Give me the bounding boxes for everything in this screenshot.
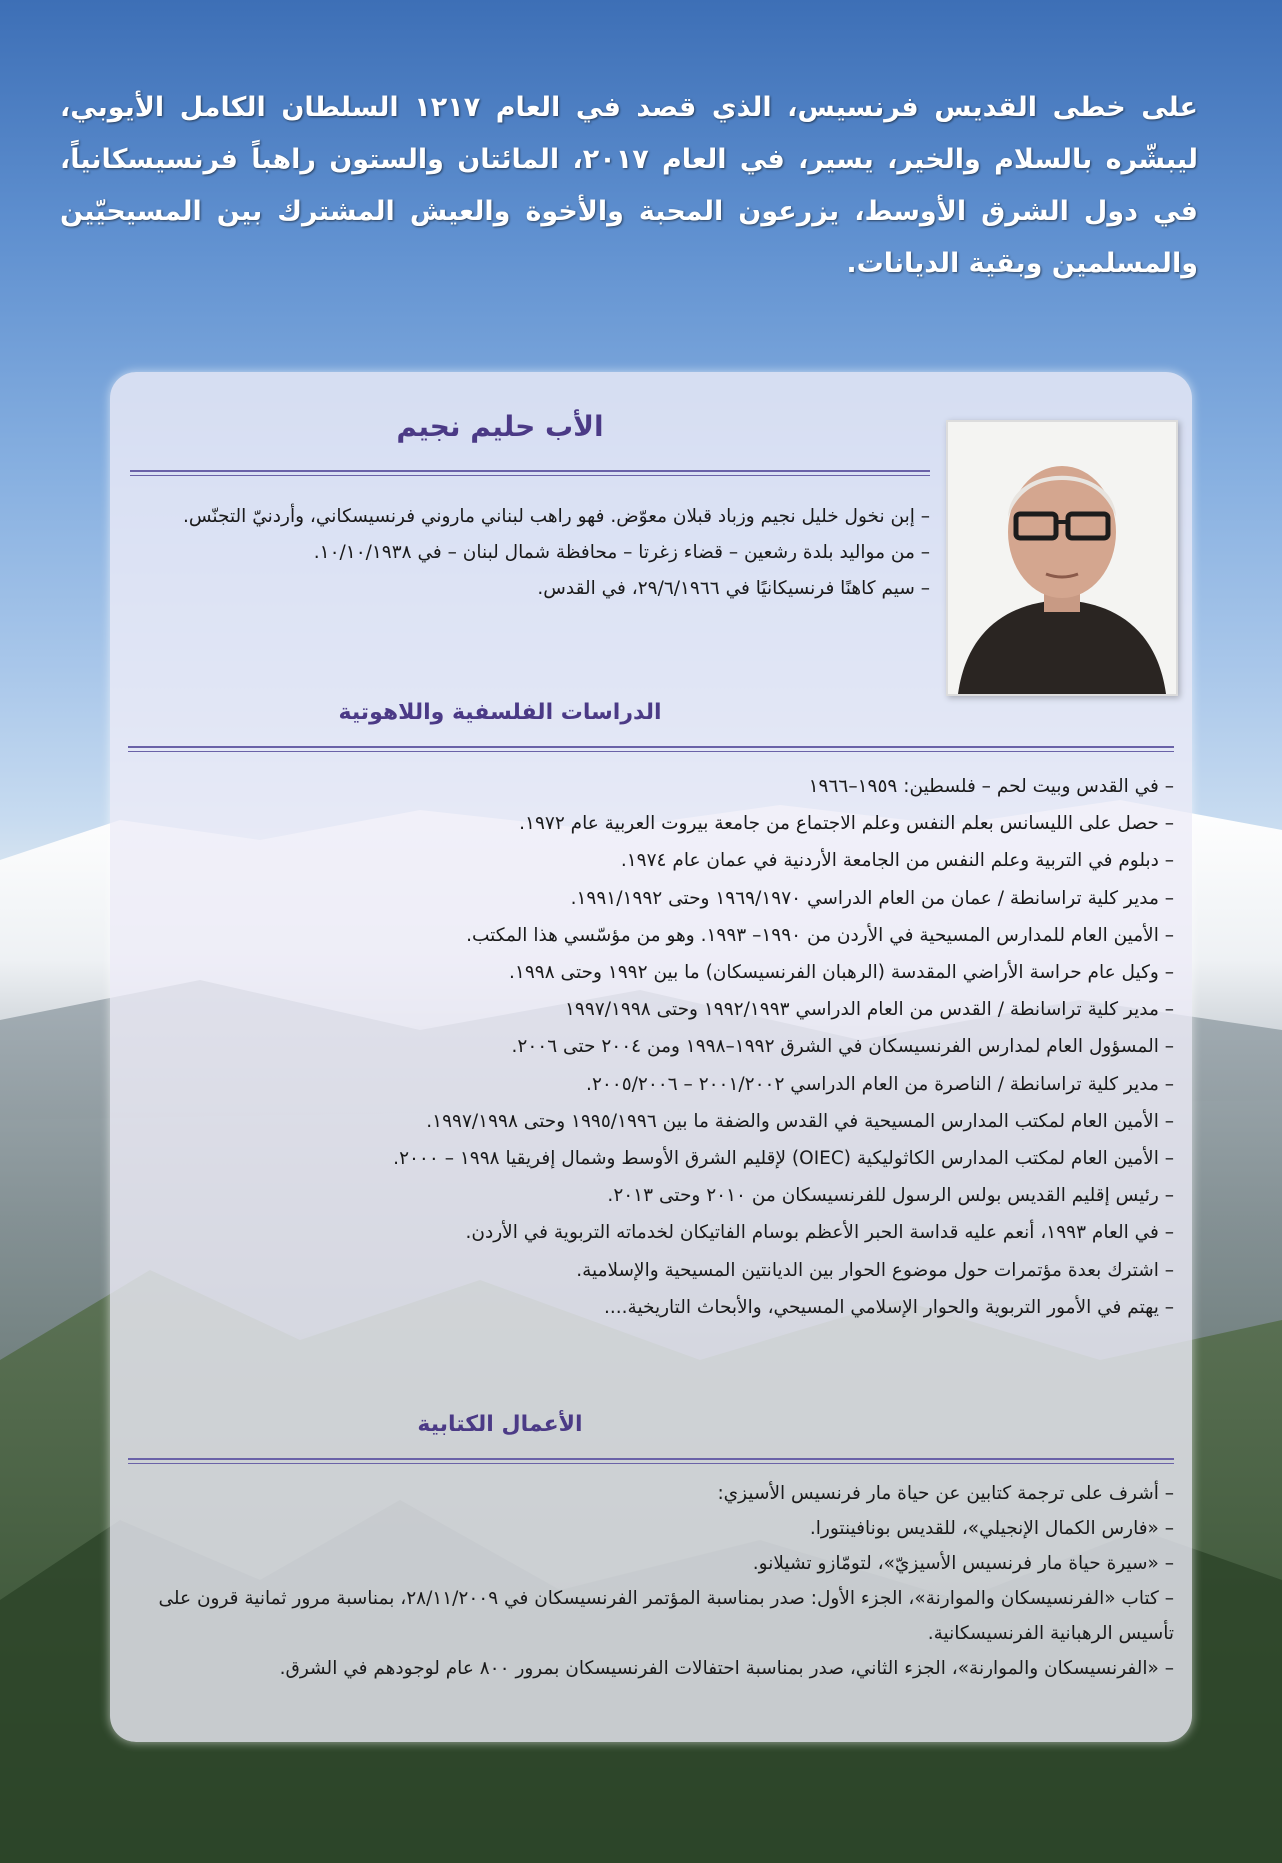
works-list (128, 1476, 1174, 1686)
list-item: – وكيل عام حراسة الأراضي المقدسة (الرهبان الفرنسيسكان) ما بين ١٩٩٢ وحتى ١٩٩٨. (509, 962, 1174, 984)
list-item: – حصل على الليسانس بعلم النفس وعلم الاجتماع من جامعة بيروت العربية عام ١٩٧٢. (519, 813, 1174, 835)
list-item: – كتاب «الفرنسيسكان والموارنة»، الجزء الأول: صدر بمناسبة المؤتمر الفرنسيسكان في ٢٨/١١/٢٠٠٩، بمناسبة مرور ثمانية قرون على تأسيس الرهبانية الفرنسيسكانية. (158, 1588, 1174, 1644)
list-item: – الأمين العام لمكتب المدارس الكاثوليكية (OIEC) لإقليم الشرق الأوسط وشمال إفريقيا ١٩٩٨ – ٢٠٠٠. (393, 1148, 1174, 1170)
list-item: – أشرف على ترجمة كتابين عن حياة مار فرنسيس الأسيزي: (717, 1483, 1174, 1504)
bio-item: – من مواليد بلدة رشعين – قضاء زغرتا – محافظة شمال لبنان – في ١٠/١٠/١٩٣٨. (313, 542, 930, 563)
list-item: – المسؤول العام لمدارس الفرنسيسكان في الشرق ١٩٩٢–١٩٩٨ ومن ٢٠٠٤ حتى ٢٠٠٦. (511, 1036, 1174, 1058)
bio-item: – إبن نخول خليل نجيم وزباد قبلان معوّض. فهو راهب لبناني ماروني فرنسيسكاني، وأردنيّ التجنّس. (182, 506, 930, 527)
studies-list (128, 768, 1174, 1326)
works-divider (128, 1458, 1174, 1464)
list-item: – الأمين العام للمدارس المسيحية في الأردن من ١٩٩٠– ١٩٩٣. وهو من مؤسّسي هذا المكتب. (466, 924, 1174, 946)
list-item: – رئيس إقليم القديس بولس الرسول للفرنسيسكان من ٢٠١٠ وحتى ٢٠١٣. (607, 1185, 1174, 1207)
author-name: الأب حليم نجيم (396, 410, 604, 443)
list-item: – «الفرنسيسكان والموارنة»، الجزء الثاني، صدر بمناسبة احتفالات الفرنسيسكان بمرور ٨٠٠ عام لوجودهم في الشرق. (279, 1658, 1174, 1679)
studies-heading: الدراسات الفلسفية واللاهوتية (338, 700, 662, 725)
list-item: – مدير كلية تراسانطة / الناصرة من العام الدراسي ٢٠٠١/٢٠٠٢ – ٢٠٠٥/٢٠٠٦. (586, 1073, 1174, 1095)
list-item: – يهتم في الأمور التربوية والحوار الإسلامي المسيحي، والأبحاث التاريخية.... (604, 1296, 1174, 1318)
studies-divider (128, 746, 1174, 752)
works-heading: الأعمال الكتابية (417, 1412, 583, 1437)
list-item: – اشترك بعدة مؤتمرات حول موضوع الحوار بين الديانتين المسيحية والإسلامية. (576, 1259, 1174, 1281)
list-item: – «سيرة حياة مار فرنسيس الأسيزيّ»، لتومّازو تشيلانو. (752, 1553, 1174, 1574)
author-bio (128, 500, 930, 608)
name-divider (130, 470, 930, 476)
intro-paragraph: على خطى القديس فرنسيس، الذي قصد في العام ١٢١٧ السلطان الكامل الأيوبي، ليبشّره بالسلام والخير، يسير، في العام ٢٠١٧، المائتان والستون راهباً فرنسيسكانياً، في دول الشرق الأوسط، يزرعون المحبة والأخوة والعيش المشترك بين المسيحيّين والمسلمين وبقية الديانات. (60, 92, 1199, 279)
list-item: – مدير كلية تراسانطة / القدس من العام الدراسي ١٩٩٢/١٩٩٣ وحتى ١٩٩٧/١٩٩٨ (565, 999, 1174, 1021)
author-photo (946, 420, 1178, 696)
list-item: – الأمين العام لمكتب المدارس المسيحية في القدس والضفة ما بين ١٩٩٥/١٩٩٦ وحتى ١٩٩٧/١٩٩٨. (426, 1110, 1174, 1132)
list-item: – دبلوم في التربية وعلم النفس من الجامعة الأردنية في عمان عام ١٩٧٤. (620, 850, 1174, 872)
bio-item: – سيم كاهنًا فرنسيكانيًا في ٢٩/٦/١٩٦٦، في القدس. (537, 578, 930, 599)
list-item: – «فارس الكمال الإنجيلي»، للقديس بونافينتورا. (809, 1518, 1174, 1539)
list-item: – مدير كلية تراسانطة / عمان من العام الدراسي ١٩٦٩/١٩٧٠ وحتى ١٩٩١/١٩٩٢. (570, 887, 1174, 909)
list-item: – في العام ١٩٩٣، أنعم عليه قداسة الحبر الأعظم بوسام الفاتيكان لخدماته التربوية في الأردن. (465, 1222, 1174, 1244)
list-item: – في القدس وبيت لحم – فلسطين: ١٩٥٩–١٩٦٦ (808, 776, 1174, 797)
